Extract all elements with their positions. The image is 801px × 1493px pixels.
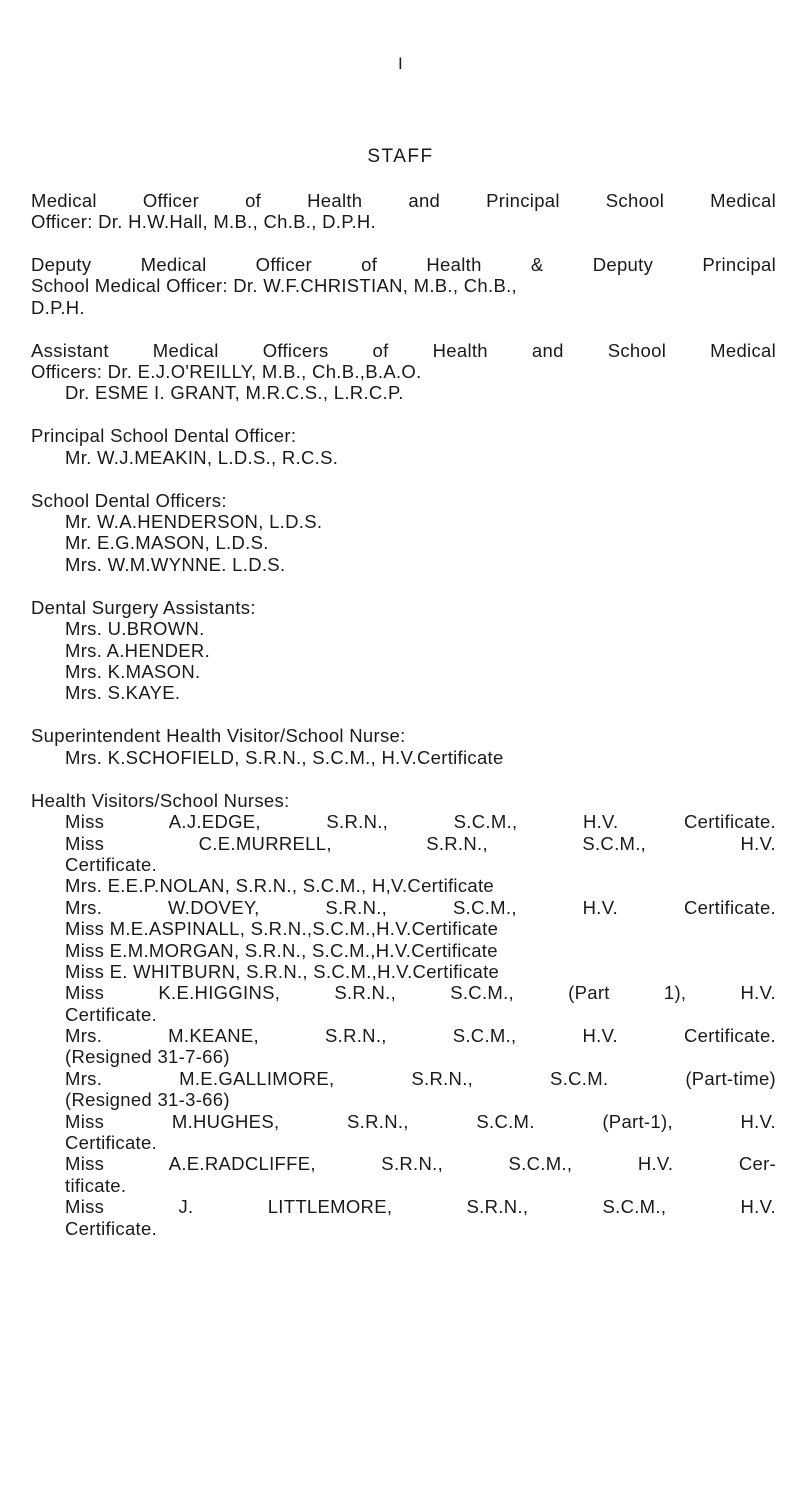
text-line: Principal School Dental Officer:: [31, 425, 297, 447]
text-line: Certificate.: [65, 1132, 158, 1154]
text-line: tificate.: [65, 1174, 127, 1196]
text-line: Miss K.E.HIGGINS, S.R.N., S.C.M., (Part 1), H.V.: [65, 982, 776, 1004]
section-principal-dental-officer: [31, 425, 776, 468]
text-line: Mrs. U.BROWN.: [65, 618, 205, 640]
text-line: Certificate.: [65, 1003, 158, 1025]
text-line: Mrs. K.MASON.: [65, 661, 201, 683]
text-line: Medical Officer of Health and Principal School Medical: [31, 190, 776, 211]
text-line: Mrs. S.KAYE.: [65, 682, 181, 704]
section-dental-surgery-assistants: [31, 597, 776, 704]
text-line: Mrs. E.E.P.NOLAN, S.R.N., S.C.M., H,V.Certificate: [65, 875, 494, 897]
text-line: Officers: Dr. E.J.O'REILLY, M.B., Ch.B.,B.A.O.: [31, 360, 422, 382]
staff-list: [31, 190, 776, 1239]
text-line: Miss J. LITTLEMORE, S.R.N., S.C.M., H.V.: [65, 1196, 776, 1218]
text-line: Mrs. K.SCHOFIELD, S.R.N., S.C.M., H.V.Certificate: [65, 746, 504, 768]
section-health-visitors: [31, 790, 776, 1239]
text-line: (Resigned 31-7-66): [65, 1046, 230, 1068]
text-line: Mrs. W.DOVEY, S.R.N., S.C.M., H.V. Certificate.: [65, 896, 776, 918]
text-line: Certificate.: [65, 1217, 158, 1239]
text-line: Miss A.J.EDGE, S.R.N., S.C.M., H.V. Certificate.: [65, 811, 776, 833]
text-line: Superintendent Health Visitor/School Nurse:: [31, 725, 406, 747]
section-superintendent-health-visitor: [31, 725, 776, 768]
text-line: Mr. W.J.MEAKIN, L.D.S., R.C.S.: [65, 446, 339, 468]
text-line: Dental Surgery Assistants:: [31, 596, 256, 618]
text-line: Mrs. A.HENDER.: [65, 639, 211, 661]
text-line: Miss E. WHITBURN, S.R.N., S.C.M.,H.V.Certificate: [65, 960, 500, 982]
page-title: STAFF: [367, 146, 434, 167]
page-number: I: [397, 54, 404, 73]
text-line: Miss C.E.MURRELL, S.R.N., S.C.M., H.V.: [65, 832, 776, 854]
text-line: Officer: Dr. H.W.Hall, M.B., Ch.B., D.P.H.: [31, 211, 376, 233]
text-line: Deputy Medical Officer of Health & Deputy Principal: [31, 253, 776, 275]
text-line: Miss M.E.ASPINALL, S.R.N.,S.C.M.,H.V.Certificate: [65, 918, 499, 940]
text-line: Mrs. M.E.GALLIMORE, S.R.N., S.C.M. (Part-time): [65, 1067, 776, 1089]
text-line: Dr. ESME I. GRANT, M.R.C.S., L.R.C.P.: [65, 382, 404, 404]
text-line: Mrs. W.M.WYNNE. L.D.S.: [65, 553, 286, 575]
section-deputy-medical-officer: [31, 254, 776, 318]
text-line: Miss A.E.RADCLIFFE, S.R.N., S.C.M., H.V. Cer-: [65, 1153, 776, 1175]
text-line: Miss M.HUGHES, S.R.N., S.C.M. (Part-1), H.V.: [65, 1110, 776, 1132]
text-line: School Dental Officers:: [31, 489, 227, 511]
text-line: Mr. E.G.MASON, L.D.S.: [65, 532, 269, 554]
text-line: Assistant Medical Officers of Health and School Medical: [31, 339, 776, 361]
section-assistant-medical-officers: [31, 340, 776, 404]
text-line: Mr. W.A.HENDERSON, L.D.S.: [65, 511, 323, 533]
text-line: Mrs. M.KEANE, S.R.N., S.C.M., H.V. Certificate.: [65, 1025, 776, 1047]
text-line: (Resigned 31-3-66): [65, 1089, 230, 1111]
section-medical-officer: [31, 190, 776, 233]
text-line: School Medical Officer: Dr. W.F.CHRISTIAN, M.B., Ch.B.,: [31, 275, 517, 297]
text-line: Miss E.M.MORGAN, S.R.N., S.C.M.,H.V.Certificate: [65, 939, 498, 961]
text-line: Certificate.: [65, 853, 158, 875]
text-line: Health Visitors/School Nurses:: [31, 789, 290, 811]
text-line: D.P.H.: [31, 296, 85, 318]
section-school-dental-officers: [31, 490, 776, 576]
